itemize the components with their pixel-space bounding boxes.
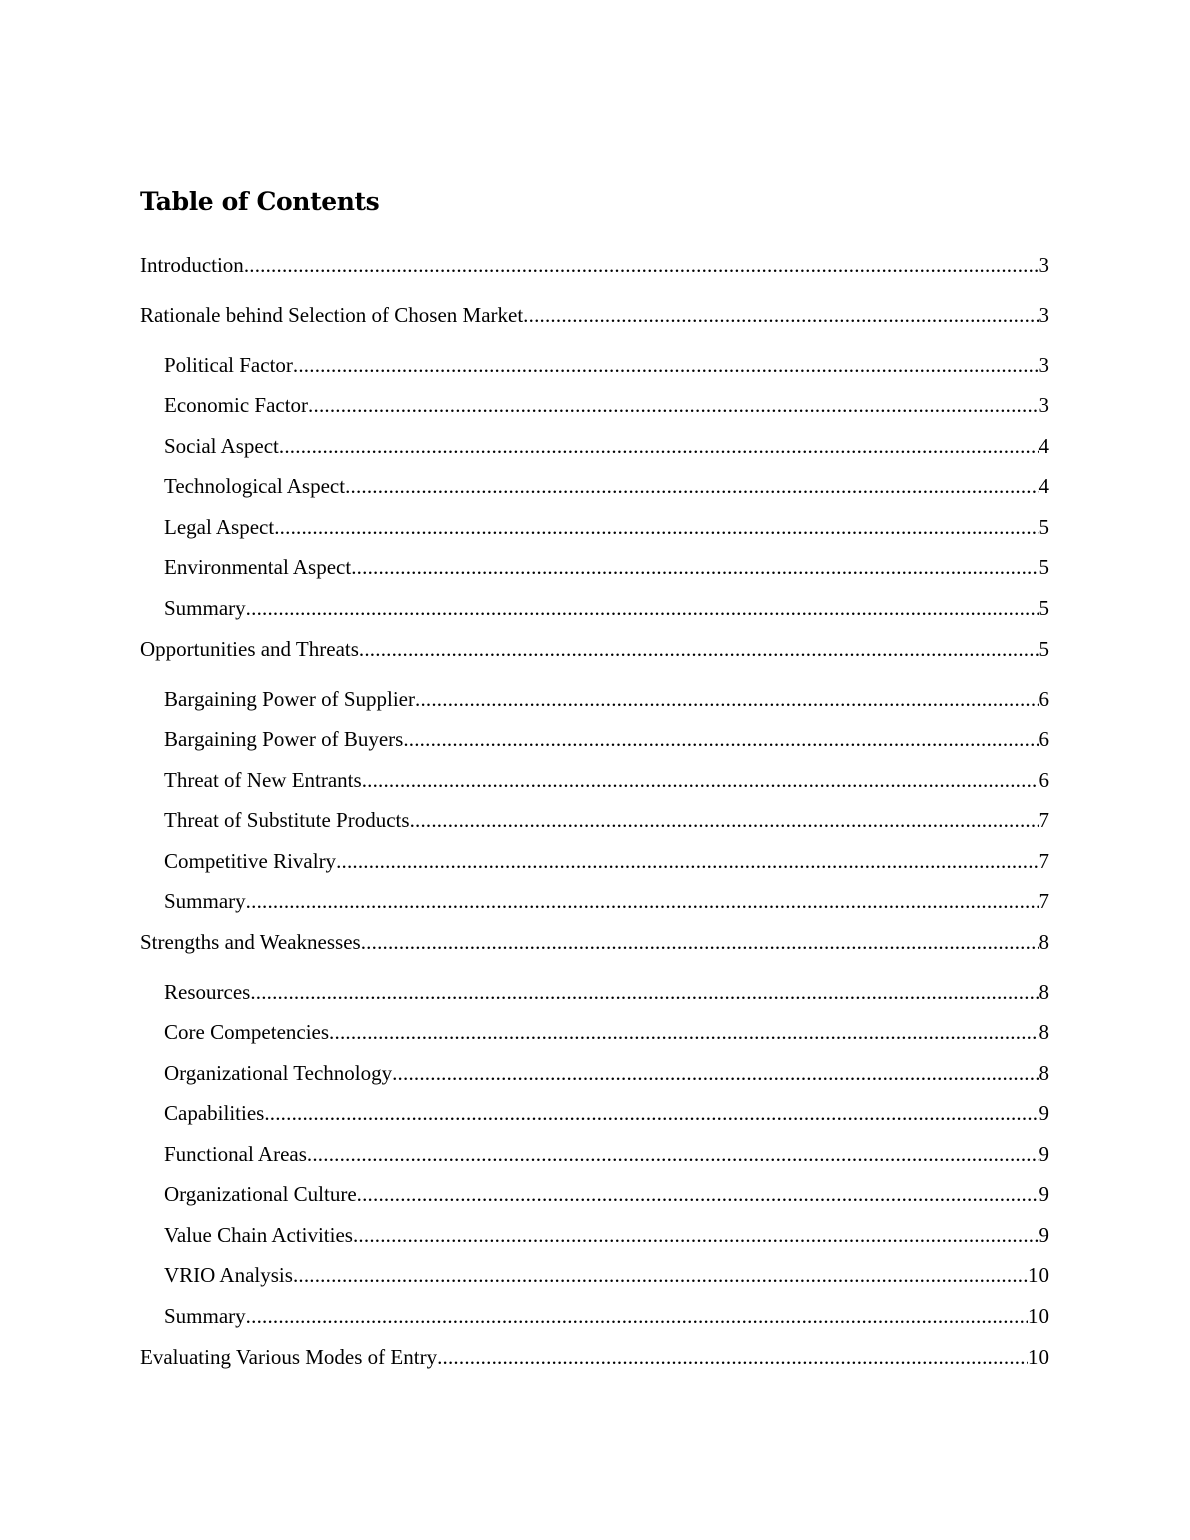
toc-dot-leader	[415, 685, 1039, 713]
toc-entry-value-chain[interactable]	[164, 1221, 1049, 1249]
toc-entry-text: Bargaining Power of Buyers	[164, 727, 404, 751]
toc-entry-text: Strengths and Weaknesses	[140, 930, 361, 954]
toc-dot-leader	[244, 251, 1039, 279]
toc-page-number: 4	[1038, 474, 1049, 498]
toc-dot-leader	[410, 806, 1039, 834]
toc-dot-leader	[336, 847, 1038, 875]
toc-entry-text: Rationale behind Selection of Chosen Market	[140, 303, 524, 327]
toc-entry-text: Competitive Rivalry	[164, 849, 337, 873]
toc-dot-leader	[392, 1059, 1038, 1087]
toc-dot-leader	[351, 553, 1038, 581]
toc-entry-environmental-aspect[interactable]	[164, 553, 1049, 581]
toc-dot-leader	[293, 351, 1039, 379]
toc-page-number: 8	[1038, 980, 1049, 1004]
toc-dot-leader	[329, 1018, 1038, 1046]
toc-page-number: 8	[1038, 930, 1049, 954]
toc-entry-organizational-technology[interactable]	[164, 1059, 1049, 1087]
toc-entry-text: Opportunities and Threats	[140, 637, 359, 661]
toc-entry-opportunities-threats[interactable]	[140, 635, 1049, 663]
toc-entry-text: Summary	[164, 1304, 246, 1328]
toc-entry-strengths-weaknesses[interactable]	[140, 928, 1049, 956]
toc-entry-text: Threat of Substitute Products	[164, 808, 410, 832]
toc-entry-bargaining-supplier[interactable]	[164, 685, 1049, 713]
toc-entry-text: VRIO Analysis	[164, 1263, 293, 1287]
toc-entry-core-competencies[interactable]	[164, 1018, 1049, 1046]
toc-entry-text: Organizational Technology	[164, 1061, 393, 1085]
toc-page-number: 3	[1038, 353, 1049, 377]
toc-dot-leader	[246, 1302, 1028, 1330]
toc-page-number: 8	[1038, 1061, 1049, 1085]
toc-page-number: 5	[1038, 637, 1049, 661]
toc-page-number: 3	[1038, 393, 1049, 417]
toc-entry-summary-pestel[interactable]	[164, 594, 1049, 622]
toc-dot-leader	[523, 301, 1038, 329]
toc-dot-leader	[345, 472, 1038, 500]
toc-dot-leader	[357, 1180, 1039, 1208]
toc-page-number: 10	[1028, 1345, 1049, 1369]
toc-entry-resources[interactable]	[164, 978, 1049, 1006]
toc-page-number: 7	[1038, 808, 1049, 832]
toc-page-number: 9	[1038, 1182, 1049, 1206]
toc-dot-leader	[250, 978, 1038, 1006]
toc-entry-economic-factor[interactable]	[164, 391, 1049, 419]
toc-page-number: 6	[1038, 727, 1049, 751]
toc-page-number: 9	[1038, 1223, 1049, 1247]
toc-entry-competitive-rivalry[interactable]	[164, 847, 1049, 875]
toc-page-number: 10	[1028, 1304, 1049, 1328]
toc-entry-bargaining-buyers[interactable]	[164, 725, 1049, 753]
toc-page-number: 9	[1038, 1142, 1049, 1166]
toc-entry-text: Summary	[164, 889, 246, 913]
toc-entry-text: Introduction	[140, 253, 244, 277]
toc-entry-technological-aspect[interactable]	[164, 472, 1049, 500]
toc-entry-rationale[interactable]	[140, 301, 1049, 329]
toc-entry-text: Resources	[164, 980, 251, 1004]
toc-entry-summary-internal[interactable]	[164, 1302, 1049, 1330]
toc-page-number: 10	[1028, 1263, 1049, 1287]
toc-entry-organizational-culture[interactable]	[164, 1180, 1049, 1208]
toc-dot-leader	[307, 1140, 1039, 1168]
toc-entry-text: Evaluating Various Modes of Entry	[140, 1345, 438, 1369]
toc-dot-leader	[246, 594, 1039, 622]
toc-entry-text: Value Chain Activities	[164, 1223, 353, 1247]
toc-entry-substitute-products[interactable]	[164, 806, 1049, 834]
toc-page-number: 4	[1038, 434, 1049, 458]
toc-entry-summary-porter[interactable]	[164, 887, 1049, 915]
toc-entry-text: Social Aspect	[164, 434, 279, 458]
toc-dot-leader	[362, 766, 1039, 794]
toc-entry-text: Threat of New Entrants	[164, 768, 362, 792]
toc-dot-leader	[264, 1099, 1038, 1127]
toc-entry-text: Bargaining Power of Supplier	[164, 687, 415, 711]
toc-entry-text: Legal Aspect	[164, 515, 275, 539]
toc-entry-text: Environmental Aspect	[164, 555, 352, 579]
toc-entry-new-entrants[interactable]	[164, 766, 1049, 794]
toc-page-number: 3	[1038, 253, 1049, 277]
toc-page-number: 5	[1038, 555, 1049, 579]
toc-entry-political-factor[interactable]	[164, 351, 1049, 379]
toc-dot-leader	[353, 1221, 1039, 1249]
toc-page-number: 5	[1038, 596, 1049, 620]
toc-page-number: 9	[1038, 1101, 1049, 1125]
toc-dot-leader	[274, 513, 1038, 541]
toc-page-number: 6	[1038, 687, 1049, 711]
toc-entry-text: Organizational Culture	[164, 1182, 357, 1206]
toc-entry-text: Summary	[164, 596, 246, 620]
toc-page-number: 8	[1038, 1020, 1049, 1044]
toc-entry-text: Political Factor	[164, 353, 293, 377]
toc-page-number: 7	[1038, 849, 1049, 873]
toc-dot-leader	[293, 1261, 1028, 1289]
toc-entry-modes-of-entry[interactable]	[140, 1343, 1049, 1371]
toc-entry-text: Capabilities	[164, 1101, 265, 1125]
toc-entry-vrio-analysis[interactable]	[164, 1261, 1049, 1289]
toc-entry-capabilities[interactable]	[164, 1099, 1049, 1127]
toc-entry-text: Core Competencies	[164, 1020, 330, 1044]
toc-dot-leader	[403, 725, 1038, 753]
toc-page-number: 7	[1038, 889, 1049, 913]
toc-dot-leader	[279, 432, 1039, 460]
toc-entry-legal-aspect[interactable]	[164, 513, 1049, 541]
toc-entry-text: Technological Aspect	[164, 474, 346, 498]
toc-dot-leader	[308, 391, 1038, 419]
toc-title: Table of Contents	[140, 187, 380, 216]
toc-dot-leader	[246, 887, 1039, 915]
toc-dot-leader	[437, 1343, 1028, 1371]
toc-entry-introduction[interactable]	[140, 251, 1049, 279]
toc-entry-social-aspect[interactable]	[164, 432, 1049, 460]
toc-entry-functional-areas[interactable]	[164, 1140, 1049, 1168]
toc-dot-leader	[361, 928, 1039, 956]
toc-page-number: 3	[1038, 303, 1049, 327]
toc-entry-text: Functional Areas	[164, 1142, 307, 1166]
toc-dot-leader	[359, 635, 1039, 663]
toc-page-number: 6	[1038, 768, 1049, 792]
toc-entry-text: Economic Factor	[164, 393, 309, 417]
toc-page-number: 5	[1038, 515, 1049, 539]
